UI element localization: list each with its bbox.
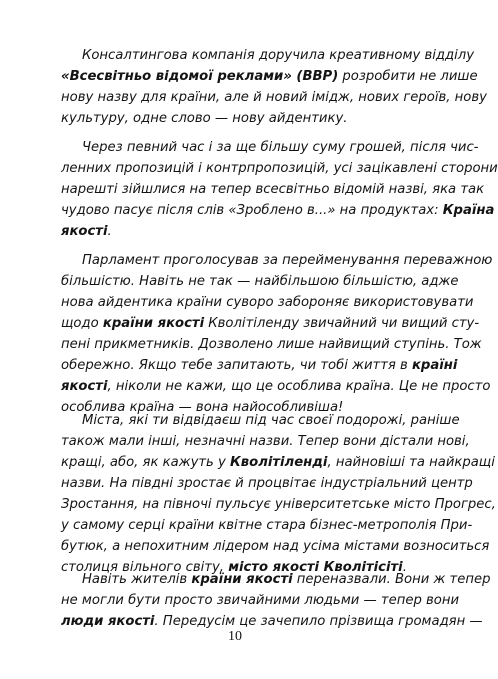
bold-term: якості: [61, 224, 108, 239]
bold-term: країни якості: [102, 316, 205, 331]
text-run: кращі, або, як кажуть у: [61, 455, 231, 470]
bold-term: «Всесвітньо відомої реклами» (ВВР): [61, 69, 339, 84]
text-run: .: [107, 224, 112, 239]
text-run: нову назву для країни, але й новий імідж, нових героїв, нову: [61, 90, 487, 105]
text-run: нарешті зійшлися на тепер всесвітньо відомій назві, яка так: [61, 182, 485, 197]
text-run: столиця вільного світу,: [61, 560, 229, 575]
text-run: , найновіші та найкращі: [327, 455, 495, 470]
text-run: обережно. Якщо тебе запитають, чи тобі життя в: [61, 358, 412, 373]
text-line: [61, 221, 412, 242]
bold-term: країні: [411, 358, 458, 373]
bold-term: якості: [61, 379, 108, 394]
text-run: у самому серці країни квітне стара бізнес-метрополія При-: [61, 518, 473, 533]
text-run: Зростання, на півночі пульсує університетське місто Прогрес,: [61, 497, 496, 512]
text-line: [61, 376, 491, 397]
text-run: назви. На півдні зростає й процвітає індустріальний центр: [61, 476, 473, 491]
text-run: Кволітіленду звичайний чи вищий сту-: [204, 316, 480, 331]
bold-term: місто якості Кволітісіті: [228, 560, 403, 575]
text-run: більшістю. Навіть не так — найбільшою більшістю, адже: [61, 274, 459, 289]
text-run: Навіть жителів: [82, 572, 192, 587]
text-run: також мали інші, незначні назви. Тепер вони дістали нові,: [61, 434, 470, 449]
text-line: [82, 410, 460, 431]
bold-term: країни якості: [191, 572, 293, 587]
text-line: [61, 200, 495, 221]
text-line: [82, 569, 491, 590]
text-line: [61, 271, 459, 292]
text-line: [61, 473, 473, 494]
text-run: Міста, які ти відвідаєш під час своєї подорожі, раніше: [82, 413, 460, 428]
text-line: [61, 452, 495, 473]
text-run: Через певний час і за ще більшу суму грошей, після чис-: [82, 140, 479, 155]
text-run: розробити не лише: [338, 69, 478, 84]
text-line: [61, 590, 460, 611]
text-line: [61, 292, 474, 313]
text-run: пені прикметників. Дозволено лише найвищий ступінь. Тож: [61, 337, 482, 352]
text-run: Парламент проголосував за перейменування переважною: [82, 253, 493, 268]
text-run: Консалтингова компанія доручила креативному відділу: [82, 48, 475, 63]
bold-term: Країна: [442, 203, 495, 218]
text-line: [61, 66, 478, 87]
text-line: [61, 494, 496, 515]
text-run: . Передусім це зачепило прізвища громадян —: [154, 614, 483, 629]
text-line: [61, 158, 498, 179]
text-line: [82, 45, 475, 66]
page-number: 10: [228, 629, 242, 644]
text-line: [61, 87, 487, 108]
text-run: переназвали. Вони ж тепер: [292, 572, 491, 587]
text-line: [61, 431, 470, 452]
bold-term: Кволітіленді: [230, 455, 328, 470]
text-run: культуру, одне слово — нову айдентику.: [61, 111, 348, 126]
text-run: нова айдентика країни суворо забороняє використовувати: [61, 295, 474, 310]
text-run: ленних пропозицій і контрпропозицій, усі зацікавлені сторони: [61, 161, 498, 176]
text-line: [61, 108, 412, 129]
text-run: щодо: [61, 316, 103, 331]
text-run: особлива країна — вона найособливіша!: [61, 400, 344, 415]
text-line: [82, 250, 493, 271]
text-line: [61, 355, 458, 376]
text-run: чудово пасує після слів «Зроблено в...» на продуктах:: [61, 203, 443, 218]
text-line: [61, 179, 485, 200]
text-run: .: [402, 560, 407, 575]
text-line: [82, 137, 479, 158]
text-line: [61, 313, 480, 334]
text-run: , ніколи не кажи, що це особлива країна. Це не просто: [107, 379, 491, 394]
text-run: не могли бути просто звичайними людьми — тепер вони: [61, 593, 460, 608]
bold-term: люди якості: [61, 614, 155, 629]
text-run: бутюк, а непохитним лідером над усіма містами возноситься: [61, 539, 490, 554]
text-line: [61, 536, 490, 557]
text-line: [61, 334, 482, 355]
text-line: [61, 515, 473, 536]
